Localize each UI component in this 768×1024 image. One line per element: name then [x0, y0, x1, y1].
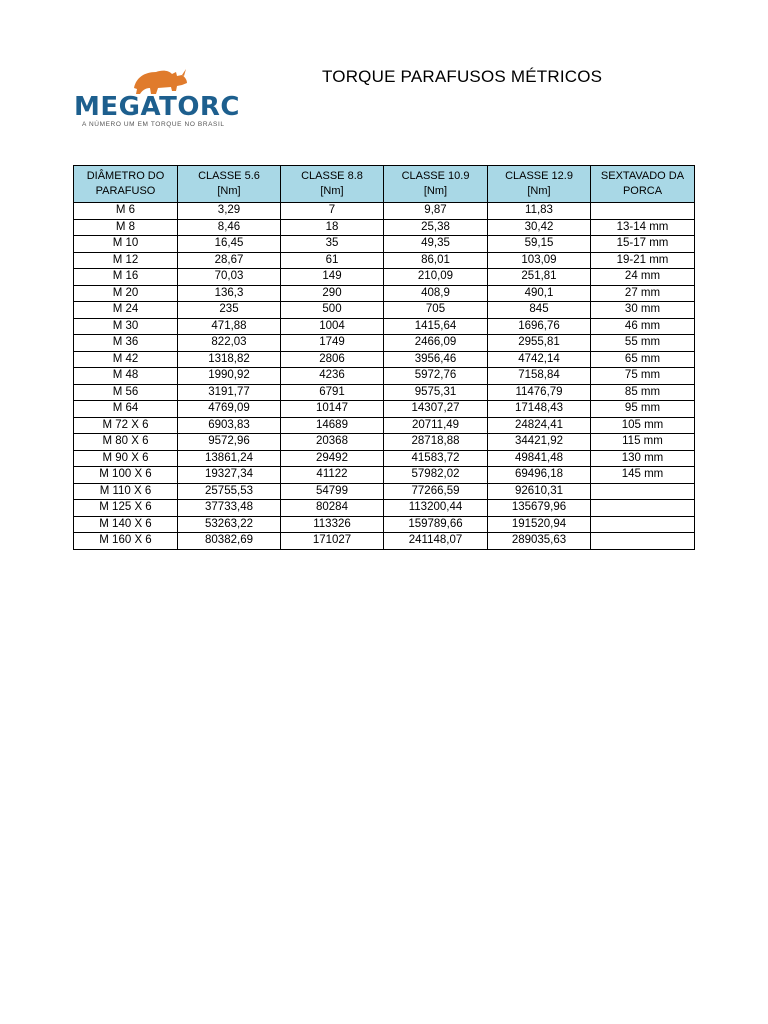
header-diameter: DIÂMETRO DO PARAFUSO — [74, 166, 178, 203]
cell-class-5-6: 3,29 — [178, 203, 281, 220]
cell-diameter: M 160 X 6 — [74, 533, 178, 550]
cell-class-8-8: 4236 — [281, 368, 384, 385]
table-row — [74, 450, 695, 467]
cell-class-8-8: 29492 — [281, 450, 384, 467]
cell-class-8-8: 80284 — [281, 500, 384, 517]
cell-diameter: M 56 — [74, 384, 178, 401]
cell-class-8-8: 113326 — [281, 516, 384, 533]
cell-nut-hex: 13-14 mm — [591, 219, 695, 236]
cell-class-12-9: 289035,63 — [488, 533, 591, 550]
cell-class-10-9: 210,09 — [384, 269, 488, 286]
table-row — [74, 516, 695, 533]
cell-class-10-9: 1415,64 — [384, 318, 488, 335]
cell-class-8-8: 18 — [281, 219, 384, 236]
cell-class-12-9: 135679,96 — [488, 500, 591, 517]
megatorc-logo — [74, 66, 240, 130]
cell-class-10-9: 57982,02 — [384, 467, 488, 484]
cell-class-12-9: 34421,92 — [488, 434, 591, 451]
cell-diameter: M 100 X 6 — [74, 467, 178, 484]
cell-class-12-9: 11476,79 — [488, 384, 591, 401]
cell-class-12-9: 30,42 — [488, 219, 591, 236]
cell-class-12-9: 103,09 — [488, 252, 591, 269]
cell-class-10-9: 28718,88 — [384, 434, 488, 451]
cell-class-10-9: 2466,09 — [384, 335, 488, 352]
cell-nut-hex — [591, 516, 695, 533]
cell-class-5-6: 822,03 — [178, 335, 281, 352]
table-row — [74, 203, 695, 220]
cell-class-12-9: 2955,81 — [488, 335, 591, 352]
cell-class-10-9: 159789,66 — [384, 516, 488, 533]
cell-class-10-9: 86,01 — [384, 252, 488, 269]
cell-diameter: M 42 — [74, 351, 178, 368]
cell-class-5-6: 25755,53 — [178, 483, 281, 500]
cell-class-10-9: 20711,49 — [384, 417, 488, 434]
table-header-row — [74, 166, 695, 203]
cell-class-8-8: 61 — [281, 252, 384, 269]
table-row — [74, 285, 695, 302]
cell-class-10-9: 241148,07 — [384, 533, 488, 550]
cell-nut-hex: 85 mm — [591, 384, 695, 401]
cell-nut-hex — [591, 203, 695, 220]
cell-class-10-9: 25,38 — [384, 219, 488, 236]
cell-class-10-9: 9,87 — [384, 203, 488, 220]
header-nut-hex: SEXTAVADO DA PORCA — [591, 166, 695, 203]
cell-class-5-6: 3191,77 — [178, 384, 281, 401]
cell-class-12-9: 17148,43 — [488, 401, 591, 418]
cell-diameter: M 12 — [74, 252, 178, 269]
cell-nut-hex: 115 mm — [591, 434, 695, 451]
cell-class-5-6: 70,03 — [178, 269, 281, 286]
cell-diameter: M 64 — [74, 401, 178, 418]
cell-class-8-8: 35 — [281, 236, 384, 253]
cell-class-12-9: 11,83 — [488, 203, 591, 220]
cell-class-5-6: 9572,96 — [178, 434, 281, 451]
cell-diameter: M 48 — [74, 368, 178, 385]
table-row — [74, 269, 695, 286]
table-row — [74, 252, 695, 269]
cell-class-8-8: 6791 — [281, 384, 384, 401]
header-class-10-9: CLASSE 10.9 [Nm] — [384, 166, 488, 203]
cell-class-5-6: 8,46 — [178, 219, 281, 236]
cell-diameter: M 72 X 6 — [74, 417, 178, 434]
cell-class-5-6: 1318,82 — [178, 351, 281, 368]
cell-nut-hex — [591, 500, 695, 517]
cell-class-8-8: 7 — [281, 203, 384, 220]
cell-diameter: M 6 — [74, 203, 178, 220]
cell-class-5-6: 19327,34 — [178, 467, 281, 484]
cell-nut-hex: 24 mm — [591, 269, 695, 286]
cell-class-10-9: 49,35 — [384, 236, 488, 253]
table-row — [74, 417, 695, 434]
table-row — [74, 318, 695, 335]
cell-class-5-6: 37733,48 — [178, 500, 281, 517]
cell-diameter: M 36 — [74, 335, 178, 352]
cell-nut-hex: 55 mm — [591, 335, 695, 352]
cell-class-10-9: 41583,72 — [384, 450, 488, 467]
cell-class-5-6: 53263,22 — [178, 516, 281, 533]
cell-class-10-9: 3956,46 — [384, 351, 488, 368]
cell-class-12-9: 7158,84 — [488, 368, 591, 385]
cell-class-10-9: 113200,44 — [384, 500, 488, 517]
table-row — [74, 236, 695, 253]
cell-class-5-6: 235 — [178, 302, 281, 319]
cell-diameter: M 16 — [74, 269, 178, 286]
table-row — [74, 467, 695, 484]
cell-class-8-8: 1749 — [281, 335, 384, 352]
table-row — [74, 368, 695, 385]
cell-nut-hex — [591, 483, 695, 500]
cell-class-5-6: 4769,09 — [178, 401, 281, 418]
cell-class-12-9: 59,15 — [488, 236, 591, 253]
cell-nut-hex: 105 mm — [591, 417, 695, 434]
cell-class-5-6: 1990,92 — [178, 368, 281, 385]
table-row — [74, 483, 695, 500]
cell-nut-hex: 19-21 mm — [591, 252, 695, 269]
logo-tagline: A NÚMERO UM EM TORQUE NO BRASIL — [82, 121, 225, 128]
table-row — [74, 401, 695, 418]
cell-nut-hex: 30 mm — [591, 302, 695, 319]
cell-diameter: M 140 X 6 — [74, 516, 178, 533]
cell-class-10-9: 77266,59 — [384, 483, 488, 500]
cell-diameter: M 24 — [74, 302, 178, 319]
header-class-5-6: CLASSE 5.6 [Nm] — [178, 166, 281, 203]
cell-class-12-9: 490,1 — [488, 285, 591, 302]
table-row — [74, 500, 695, 517]
cell-nut-hex: 46 mm — [591, 318, 695, 335]
cell-class-8-8: 149 — [281, 269, 384, 286]
cell-class-10-9: 5972,76 — [384, 368, 488, 385]
table-row — [74, 302, 695, 319]
cell-class-10-9: 705 — [384, 302, 488, 319]
cell-diameter: M 80 X 6 — [74, 434, 178, 451]
table-row — [74, 384, 695, 401]
cell-diameter: M 8 — [74, 219, 178, 236]
cell-class-12-9: 69496,18 — [488, 467, 591, 484]
document-title: TORQUE PARAFUSOS MÉTRICOS — [322, 67, 603, 86]
cell-class-12-9: 4742,14 — [488, 351, 591, 368]
header-class-12-9: CLASSE 12.9 [Nm] — [488, 166, 591, 203]
cell-nut-hex: 130 mm — [591, 450, 695, 467]
cell-diameter: M 90 X 6 — [74, 450, 178, 467]
cell-class-8-8: 41122 — [281, 467, 384, 484]
torque-table — [73, 165, 695, 550]
cell-diameter: M 10 — [74, 236, 178, 253]
cell-class-5-6: 471,88 — [178, 318, 281, 335]
logo-wordmark: MEGATORC — [74, 92, 241, 122]
cell-class-8-8: 54799 — [281, 483, 384, 500]
cell-class-8-8: 14689 — [281, 417, 384, 434]
table-row — [74, 351, 695, 368]
cell-class-8-8: 20368 — [281, 434, 384, 451]
cell-class-5-6: 136,3 — [178, 285, 281, 302]
cell-class-8-8: 10147 — [281, 401, 384, 418]
cell-nut-hex: 27 mm — [591, 285, 695, 302]
cell-nut-hex: 65 mm — [591, 351, 695, 368]
cell-diameter: M 110 X 6 — [74, 483, 178, 500]
cell-class-10-9: 9575,31 — [384, 384, 488, 401]
cell-class-5-6: 16,45 — [178, 236, 281, 253]
cell-diameter: M 125 X 6 — [74, 500, 178, 517]
table-row — [74, 533, 695, 550]
table-row — [74, 335, 695, 352]
cell-diameter: M 20 — [74, 285, 178, 302]
cell-class-12-9: 191520,94 — [488, 516, 591, 533]
cell-diameter: M 30 — [74, 318, 178, 335]
cell-class-8-8: 2806 — [281, 351, 384, 368]
cell-nut-hex: 145 mm — [591, 467, 695, 484]
cell-class-5-6: 13861,24 — [178, 450, 281, 467]
cell-class-5-6: 6903,83 — [178, 417, 281, 434]
cell-nut-hex — [591, 533, 695, 550]
cell-class-10-9: 14307,27 — [384, 401, 488, 418]
cell-nut-hex: 95 mm — [591, 401, 695, 418]
table-row — [74, 219, 695, 236]
cell-nut-hex: 15-17 mm — [591, 236, 695, 253]
cell-class-12-9: 251,81 — [488, 269, 591, 286]
cell-class-12-9: 845 — [488, 302, 591, 319]
cell-class-12-9: 1696,76 — [488, 318, 591, 335]
cell-class-12-9: 24824,41 — [488, 417, 591, 434]
table-row — [74, 434, 695, 451]
cell-class-5-6: 28,67 — [178, 252, 281, 269]
cell-class-10-9: 408,9 — [384, 285, 488, 302]
cell-class-5-6: 80382,69 — [178, 533, 281, 550]
header-class-8-8: CLASSE 8.8 [Nm] — [281, 166, 384, 203]
cell-class-8-8: 1004 — [281, 318, 384, 335]
cell-class-12-9: 49841,48 — [488, 450, 591, 467]
cell-class-8-8: 500 — [281, 302, 384, 319]
cell-class-8-8: 171027 — [281, 533, 384, 550]
cell-class-12-9: 92610,31 — [488, 483, 591, 500]
cell-class-8-8: 290 — [281, 285, 384, 302]
cell-nut-hex: 75 mm — [591, 368, 695, 385]
